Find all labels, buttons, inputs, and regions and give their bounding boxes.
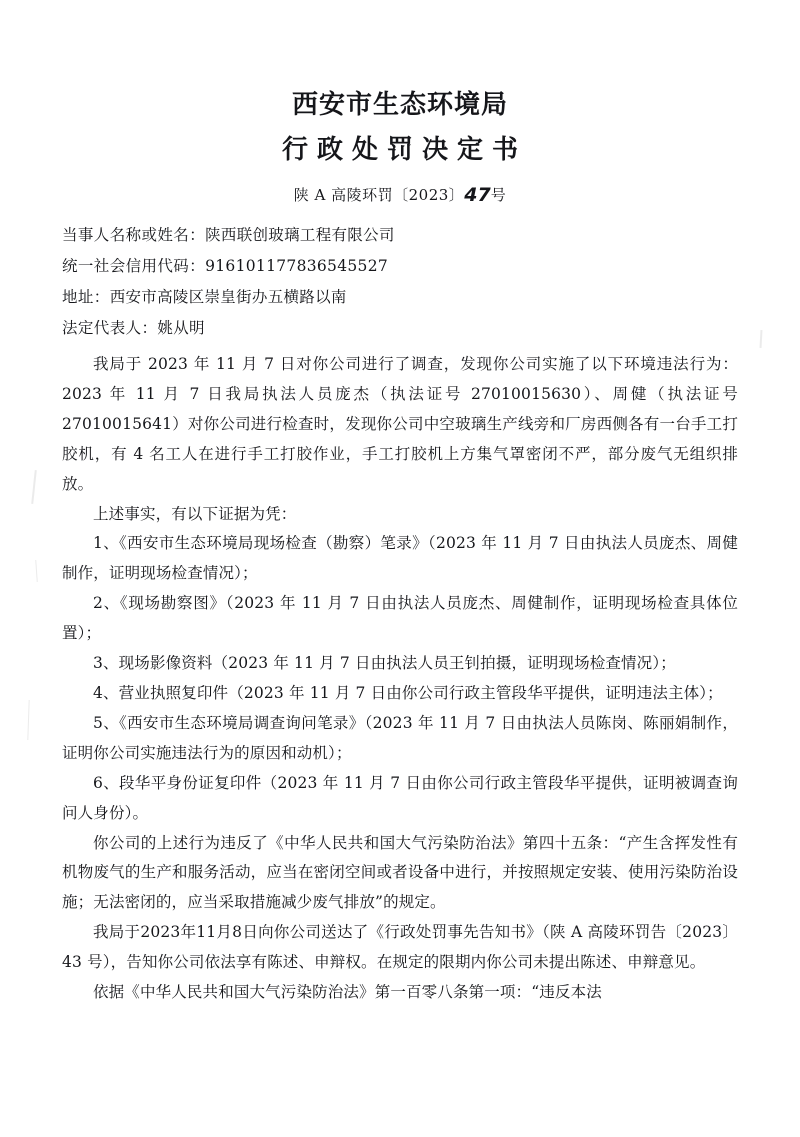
document-number-prefix: 陕 A 高陵环罚〔2023〕: [293, 186, 465, 204]
paragraph-evidence-1: 1、《西安市生态环境局现场检查（勘察）笔录》（2023 年 11 月 7 日由执法人员庞杰、周健制作，证明现场检查情况）；: [62, 534, 738, 583]
field-label: 法定代表人：: [62, 319, 158, 337]
scan-artifact: [27, 700, 29, 740]
document-number-suffix: 号: [490, 186, 507, 204]
field-label: 当事人名称或姓名：: [62, 226, 206, 244]
paragraph-evidence-intro: 上述事实，有以下证据为凭：: [93, 504, 297, 523]
paragraph-evidence-2: 2、《现场勘察图》（2023 年 11 月 7 日由执法人员庞杰、周健制作，证明现场检查具体位置）；: [62, 594, 738, 643]
paragraph-violation-law: 你公司的上述行为违反了《中华人民共和国大气污染防治法》第四十五条：“产生含挥发性有机物废气的生产和服务活动，应当在密闭空间或者设备中进行，并按照规定安装、使用污染防治设施；无法密闭的，应当采取措施减少废气排放”的规定。: [62, 833, 738, 912]
field-value: 陕西联创玻璃工程有限公司: [205, 226, 395, 244]
field-row-legal-rep: [62, 313, 738, 344]
field-row-credit-code: [62, 251, 738, 282]
paragraph-evidence-5: 5、《西安市生态环境局调查询问笔录》（2023 年 11 月 7 日由执法人员陈岗、陈丽娟制作，证明你公司实施违法行为的原因和动机）；: [62, 713, 738, 762]
field-value: 西安市高陵区崇皇街办五横路以南: [109, 288, 347, 306]
document-number-handwritten: 47: [464, 184, 491, 206]
field-row-address: [62, 282, 738, 313]
field-label: 统一社会信用代码：: [62, 257, 206, 275]
paragraph-investigation: 我局于 2023 年 11 月 7 日对你公司进行了调查，发现你公司实施了以下环境违法行为：2023 年 11 月 7 日我局执法人员庞杰（执法证号 27010015630）、周健（执法证号 27010015641）对你公司进行检查时，发现你公司中空玻璃生产线旁和厂房西侧各有一台手工打胶机，有 4 名工人在进行手工打胶作业，手工打胶机上方集气罩密闭不严，部分废气无组织排放。: [62, 355, 738, 493]
field-row-party-name: [62, 220, 738, 251]
paragraph-evidence-4: 4、营业执照复印件（2023 年 11 月 7 日由你公司行政主管段华平提供，证明违法主体）；: [93, 683, 723, 702]
field-label: 地址：: [62, 288, 110, 306]
scan-artifact: [35, 560, 38, 582]
paragraph-penalty-basis: 依据《中华人民共和国大气污染防治法》第一百零八条第一项：“违反本法: [93, 983, 602, 1002]
paragraph-evidence-3: 3、现场影像资料（2023 年 11 月 7 日由执法人员王钊拍摄，证明现场检查情况）；: [93, 654, 676, 673]
paragraph-prior-notice: 我局于2023年11月8日向你公司送达了《行政处罚事先告知书》（陕 A 高陵环罚告〔2023〕43 号），告知你公司依法享有陈述、申辩权。在规定的限期内你公司未提出陈述、申辩意见。: [62, 923, 738, 972]
page-title: 西安市生态环境局: [291, 90, 508, 120]
paragraph-evidence-6: 6、段华平身份证复印件（2023 年 11 月 7 日由你公司行政主管段华平提供，证明被调查询问人身份）。: [62, 773, 738, 822]
field-value: 姚从明: [157, 319, 205, 337]
party-info-fields: [62, 220, 738, 344]
scan-artifact: [31, 470, 37, 504]
field-value: 916101177836545527: [205, 257, 389, 275]
scan-artifact: [760, 330, 763, 348]
document-body: [62, 350, 738, 1008]
document-subtitle: 行政处罚决定书: [281, 135, 527, 165]
document-number: [62, 184, 738, 206]
